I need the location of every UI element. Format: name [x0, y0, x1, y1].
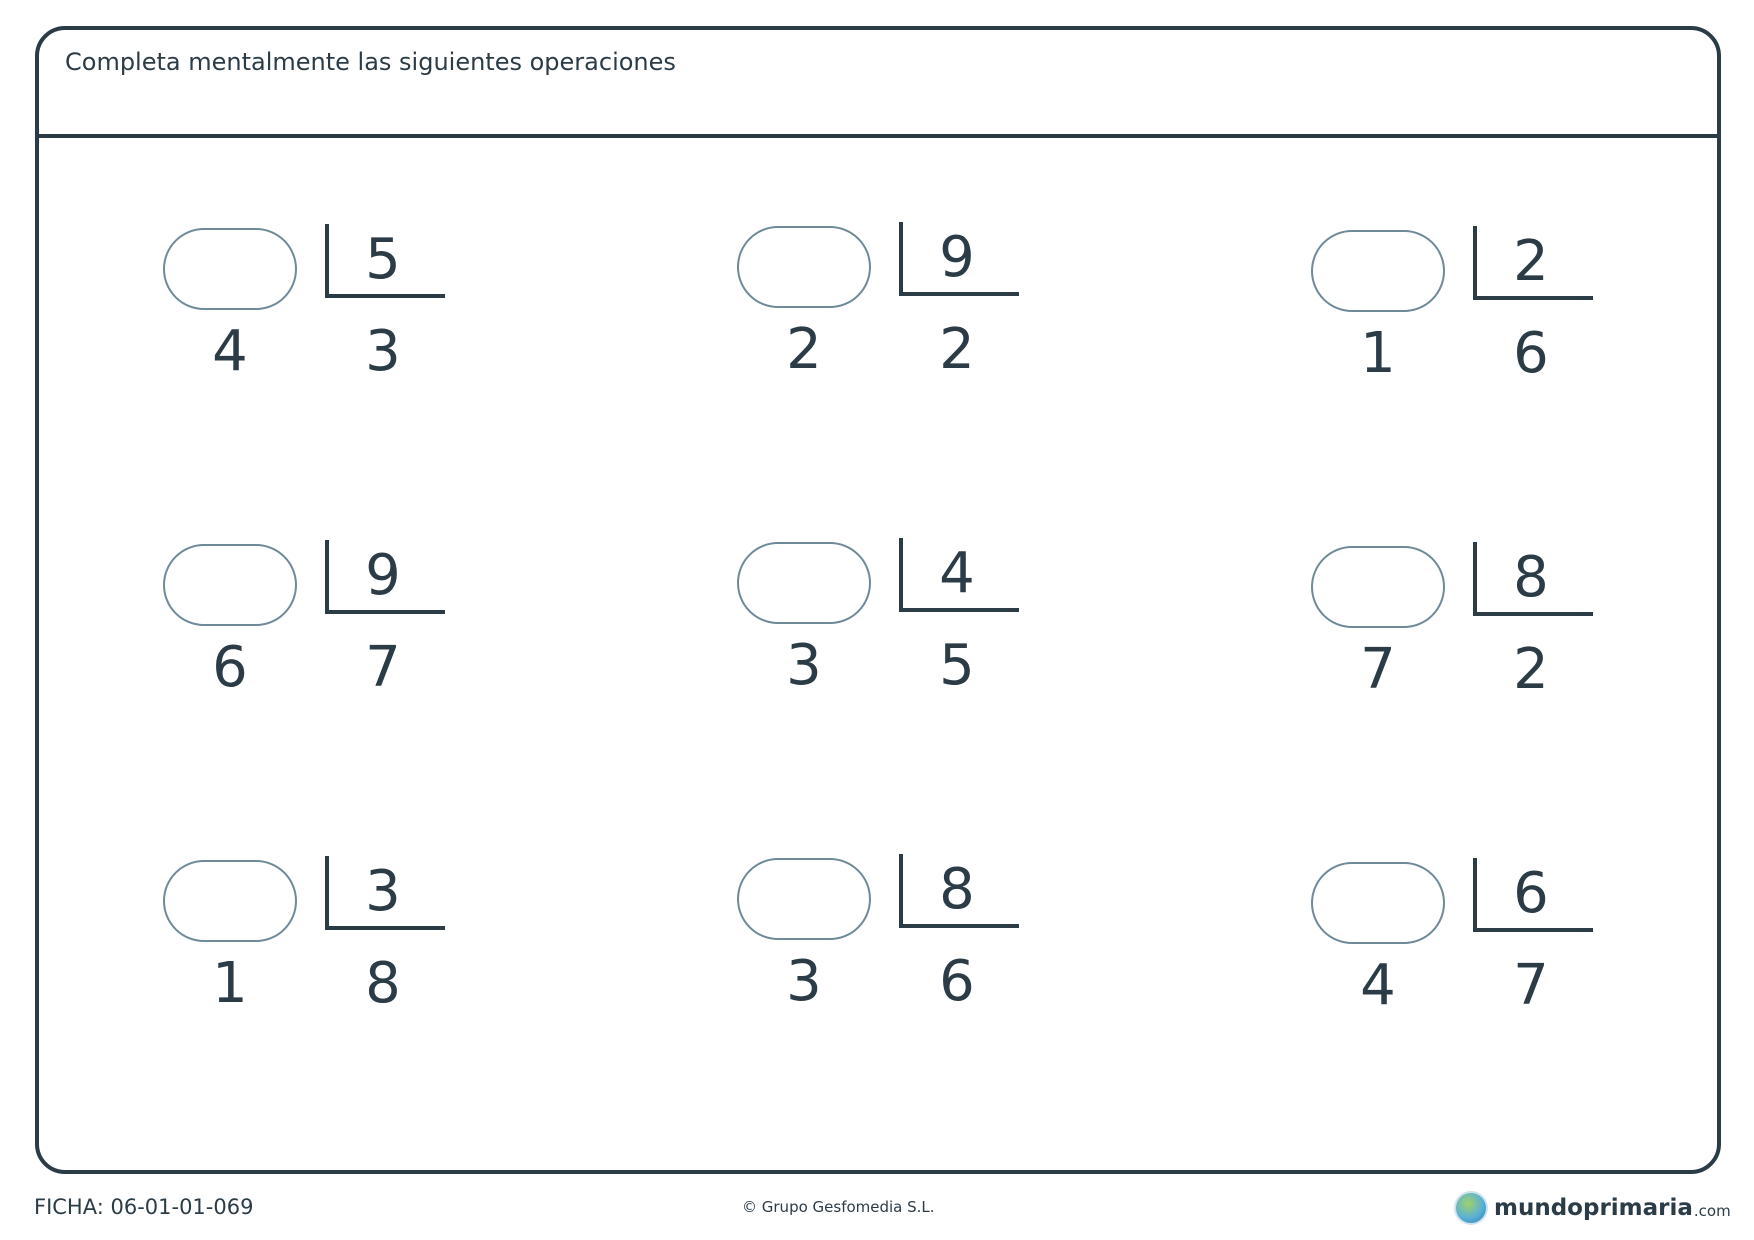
quotient: 2 [939, 317, 975, 382]
globe-icon [1454, 1191, 1488, 1225]
answer-blank[interactable] [737, 226, 871, 308]
answer-blank[interactable] [1311, 862, 1445, 944]
worksheet-header [39, 30, 1717, 138]
quotient: 5 [939, 633, 975, 698]
site-logo[interactable] [1454, 1188, 1731, 1228]
dividend: 1 [212, 951, 248, 1016]
dividend: 4 [212, 319, 248, 384]
division-problem-6 [1311, 546, 1631, 716]
division-problem-5 [737, 542, 1057, 712]
division-problem-1 [163, 228, 483, 398]
quotient: 3 [365, 319, 401, 384]
quotient: 2 [1513, 637, 1549, 702]
divisor: 9 [365, 543, 401, 608]
divisor: 6 [1513, 861, 1549, 926]
division-problem-8 [737, 858, 1057, 1028]
division-problem-9 [1311, 862, 1631, 1032]
quotient: 8 [365, 951, 401, 1016]
answer-blank[interactable] [737, 858, 871, 940]
logo-domain: .com [1693, 1202, 1731, 1220]
quotient: 6 [1513, 321, 1549, 386]
divisor: 4 [939, 541, 975, 606]
division-problem-7 [163, 860, 483, 1030]
divisor: 9 [939, 225, 975, 290]
answer-blank[interactable] [163, 228, 297, 310]
divisor: 5 [365, 227, 401, 292]
quotient: 7 [365, 635, 401, 700]
dividend: 4 [1360, 953, 1396, 1018]
divisor: 8 [1513, 545, 1549, 610]
answer-blank[interactable] [737, 542, 871, 624]
division-problem-3 [1311, 230, 1631, 400]
answer-blank[interactable] [163, 544, 297, 626]
divisor: 2 [1513, 229, 1549, 294]
answer-blank[interactable] [1311, 546, 1445, 628]
dividend: 2 [786, 317, 822, 382]
answer-blank[interactable] [163, 860, 297, 942]
answer-blank[interactable] [1311, 230, 1445, 312]
divisor: 8 [939, 857, 975, 922]
instruction-text: Completa mentalmente las siguientes operaciones [65, 48, 676, 76]
dividend: 7 [1360, 637, 1396, 702]
dividend: 1 [1360, 321, 1396, 386]
division-problem-4 [163, 544, 483, 714]
dividend: 6 [212, 635, 248, 700]
logo-wordmark: mundoprimaria [1494, 1195, 1693, 1221]
quotient: 6 [939, 949, 975, 1014]
divisor: 3 [365, 859, 401, 924]
dividend: 3 [786, 949, 822, 1014]
quotient: 7 [1513, 953, 1549, 1018]
dividend: 3 [786, 633, 822, 698]
division-problem-2 [737, 226, 1057, 396]
worksheet-code: FICHA: 06-01-01-069 [34, 1195, 254, 1219]
copyright-text: © Grupo Gesfomedia S.L. [742, 1198, 935, 1216]
